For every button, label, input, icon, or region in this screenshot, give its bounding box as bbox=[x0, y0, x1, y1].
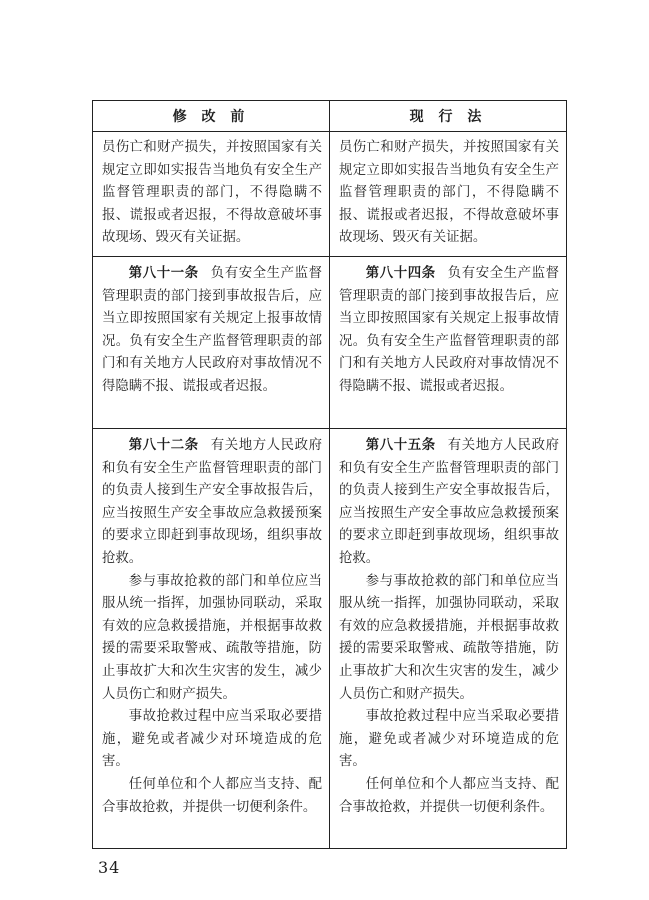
article-number: 第八十五条 bbox=[365, 437, 436, 453]
paragraph-text: 参与事故抢救的部门和单位应当服从统一指挥，加强协同联动，采取有效的应急救援措施，并根据事故救援的需要采取警戒、疏散等措施，防止事故扩大和次生灾害的发生，减少人员伤亡和财产损失。 bbox=[339, 573, 559, 702]
paragraph bbox=[102, 571, 322, 707]
cell-before bbox=[93, 132, 330, 257]
cell-before bbox=[93, 429, 330, 849]
cell-current bbox=[330, 132, 567, 257]
article-number: 第八十四条 bbox=[365, 265, 436, 281]
article-number: 第八十一条 bbox=[128, 265, 199, 281]
paragraph-text: 事故抢救过程中应当采取必要措施，避免或者减少对环境造成的危害。 bbox=[339, 709, 559, 770]
cell-current bbox=[330, 257, 567, 429]
paragraph-text: 有关地方人民政府和负有安全生产监督管理职责的部门的负责人接到生产安全事故报告后，应当按照生产安全事故应急救援预案的要求立即赶到事故现场，组织事故抢救。 bbox=[339, 438, 560, 566]
paragraph-text: 负有安全生产监督管理职责的部门接到事故报告后，应当立即按照国家有关规定上报事故情况。负有安全生产监督管理职责的部门和有关地方人民政府对事故情况不得隐瞒不报、谎报或者迟报。 bbox=[339, 266, 560, 394]
article-number: 第八十二条 bbox=[128, 437, 199, 453]
cell-current bbox=[330, 429, 567, 849]
paragraph-text: 事故抢救过程中应当采取必要措施，避免或者减少对环境造成的危害。 bbox=[102, 709, 322, 770]
paragraph-text: 有关地方人民政府和负有安全生产监督管理职责的部门的负责人接到生产安全事故报告后，应当按照生产安全事故应急救援预案的要求立即赶到事故现场，组织事故抢救。 bbox=[102, 438, 323, 566]
comparison-table bbox=[92, 100, 567, 849]
paragraph bbox=[339, 137, 559, 250]
paragraph bbox=[102, 137, 322, 250]
header-before: 修 改 前 bbox=[93, 101, 330, 132]
paragraph bbox=[339, 571, 559, 707]
paragraph bbox=[102, 706, 322, 774]
paragraph bbox=[339, 706, 559, 774]
table-row bbox=[93, 132, 567, 257]
paragraph-text: 员伤亡和财产损失，并按照国家有关规定立即如实报告当地负有安全生产监督管理职责的部门，不得隐瞒不报、谎报或者迟报，不得故意破坏事故现场、毁灭有关证据。 bbox=[339, 140, 559, 246]
table-header-row bbox=[93, 101, 567, 132]
paragraph-text: 任何单位和个人都应当支持、配合事故抢救，并提供一切便利条件。 bbox=[339, 776, 559, 815]
paragraph bbox=[102, 434, 322, 571]
paragraph bbox=[102, 262, 322, 399]
paragraph bbox=[339, 774, 559, 819]
table-row bbox=[93, 257, 567, 429]
paragraph-text: 任何单位和个人都应当支持、配合事故抢救，并提供一切便利条件。 bbox=[102, 776, 322, 815]
paragraph-text: 负有安全生产监督管理职责的部门接到事故报告后，应当立即按照国家有关规定上报事故情况。负有安全生产监督管理职责的部门和有关地方人民政府对事故情况不得隐瞒不报、谎报或者迟报。 bbox=[102, 266, 323, 394]
paragraph-text: 员伤亡和财产损失，并按照国家有关规定立即如实报告当地负有安全生产监督管理职责的部门，不得隐瞒不报、谎报或者迟报，不得故意破坏事故现场、毁灭有关证据。 bbox=[102, 140, 322, 246]
cell-before bbox=[93, 257, 330, 429]
header-current: 现 行 法 bbox=[330, 101, 567, 132]
paragraph bbox=[339, 262, 559, 399]
table-row bbox=[93, 429, 567, 849]
paragraph-text: 参与事故抢救的部门和单位应当服从统一指挥，加强协同联动，采取有效的应急救援措施，并根据事故救援的需要采取警戒、疏散等措施，防止事故扩大和次生灾害的发生，减少人员伤亡和财产损失。 bbox=[102, 573, 322, 702]
paragraph bbox=[102, 774, 322, 819]
paragraph bbox=[339, 434, 559, 571]
page-number: 34 bbox=[98, 858, 121, 877]
